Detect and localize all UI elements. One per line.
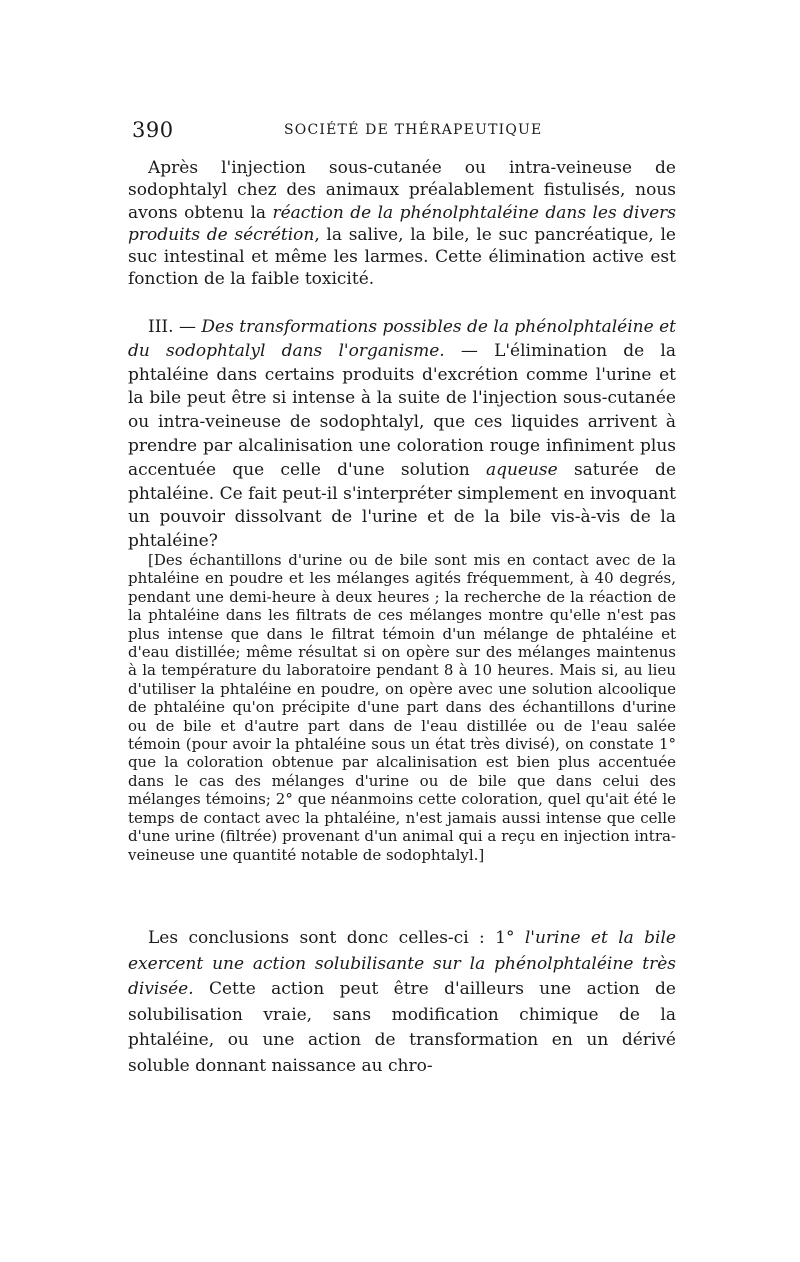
paragraph-2-italic-aqueuse: aqueuse (485, 459, 558, 480)
paragraph-2-text-e: saturée de phtaléine. Ce fait peut-il s'interpréter simplement en invoquant un pouvoir dissolvant de l'urine et de la bile vis-à-vis de la phtaléine? (128, 459, 677, 552)
paragraph-2-text-c: — L'élimination de la phtaléine dans certains produits d'excrétion comme l'urine et la bile peut être si intense à la suite de l'injection sous-cutanée ou intra-veineuse de sodophtalyl, que ces liquides arrivent à prendre par alcalinisation une coloration rouge infiniment plus accentuée que celle d'une solution (128, 340, 676, 480)
page-header (132, 118, 677, 142)
paragraph-3-experiment-note: [Des échantillons d'urine ou de bile sont mis en contact avec de la phtaléine en poudre et les mélanges agités fréquemment, à 40 degrés, pendant une demi-heure à deux heures ; la recherche de la réaction de la phtaléine dans les filtrats de ces mélanges montre qu'elle n'est pas plus intense que dans le filtrat témoin d'un mélange de phtaléine et d'eau distillée; même résultat si on opère sur des mélanges maintenus à la température du laboratoire pendant 8 à 10 heures. Mais si, au lieu d'utiliser la phtaléine en poudre, on opère avec une solution alcoolique de phtaléine qu'on précipite d'une part dans des échantillons d'urine ou de bile et d'autre part dans de l'eau distillée ou de l'eau salée témoin (pour avoir la phtaléine sous un état très divisé), on constate 1° que la coloration obtenue par alcalinisation est bien plus accentuée dans le cas des mélanges d'urine ou de bile que dans celui des mélanges témoins; 2° que néanmoins cette coloration, quel qu'ait été le temps de contact avec la phtaléine, n'est jamais aussi intense que celle d'une urine (filtrée) provenant d'un animal qui a reçu en injection intra-veineuse une quantité notable de sodophtalyl.] (128, 551, 676, 864)
paragraph-4-text-c: Cette action peut être d'ailleurs une action de solubilisation vraie, sans modification chimique de la phtaléine, ou une action de transformation en un dérivé soluble donnant naissance au chro- (128, 979, 676, 1076)
paragraph-2 (128, 316, 676, 554)
section-title: Des transformations possibles de la phénolphtaléine et du sodophtalyl dans l'organisme. (128, 317, 676, 361)
paragraph-1-text-a: Après l'injection sous-cutanée ou intra-veineuse de sodophtalyl chez des animaux préalablement fistulisés, nous avons obtenu la (128, 158, 676, 223)
paragraph-4-text-a: Les conclusions sont donc celles-ci : 1° (148, 928, 525, 948)
paragraph-1 (128, 157, 676, 291)
paragraph-4-conclusions (128, 926, 676, 1079)
paragraph-1-italic: réaction de la phénolphtaléine dans les divers produits de sécrétion (128, 202, 676, 245)
paragraph-1-text-c: , la salive, la bile, le suc pancréatique, le suc intestinal et même les larmes. Cette élimination active est fonction de la faible toxicité. (128, 224, 676, 290)
page-number: 390 (132, 118, 174, 142)
running-title: SOCIÉTÉ DE THÉRAPEUTIQUE (284, 122, 543, 138)
section-number: III. — (148, 317, 202, 337)
paragraph-4-italic: l'urine et la bile exercent une action solubilisante sur la phénolphtaléine très divisée. (128, 928, 676, 999)
